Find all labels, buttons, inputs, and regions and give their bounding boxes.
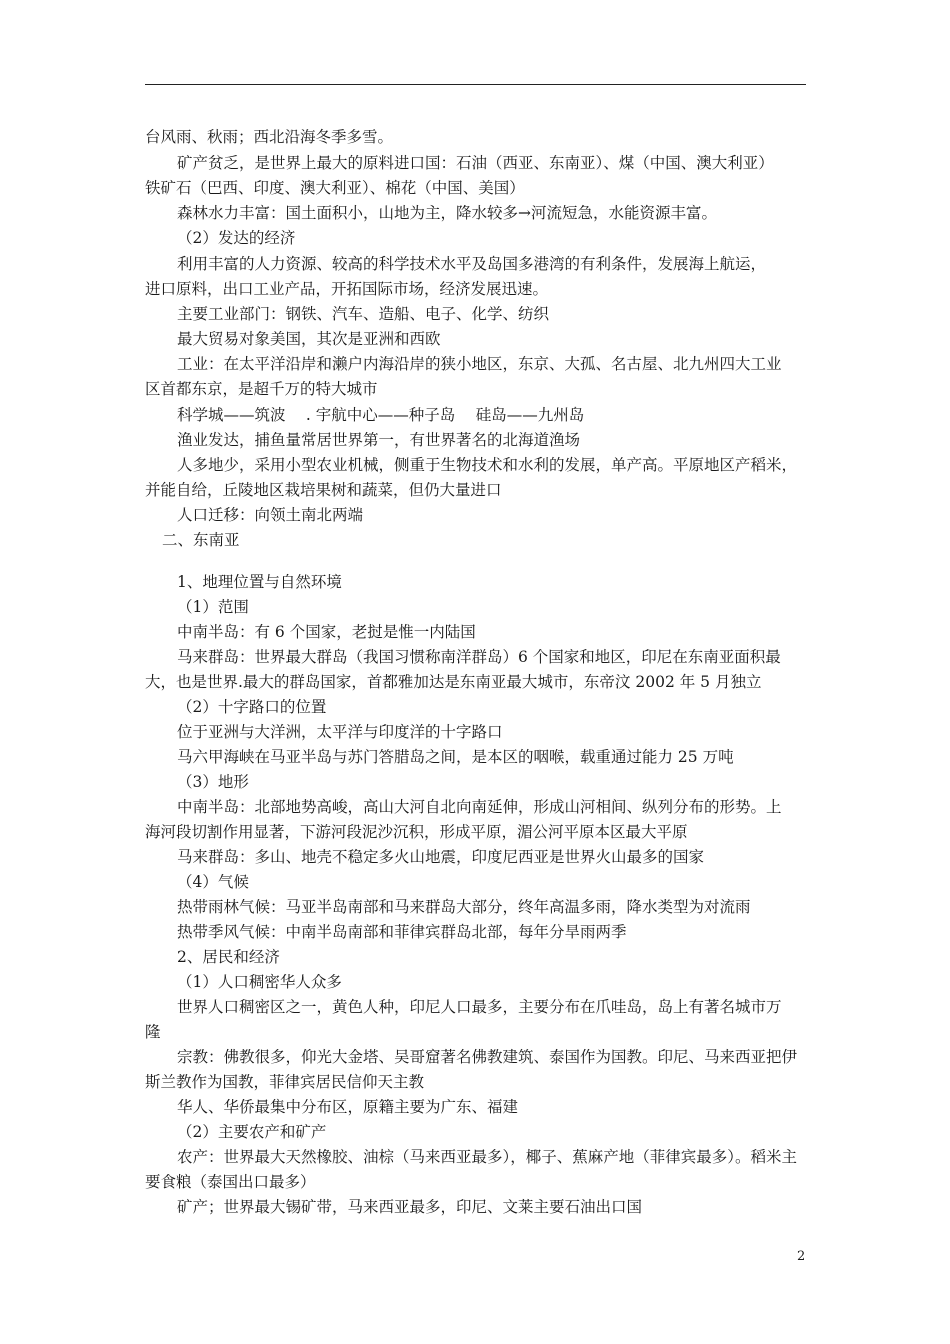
text-line: 海河段切割作用显著，下游河段泥沙沉积，形成平原，湄公河平原本区最大平原	[145, 823, 688, 841]
section-heading: （2）主要农产和矿产	[177, 1123, 327, 1141]
text-line: 宗教：佛教很多，仰光大金塔、吴哥窟著名佛教建筑、泰国作为国教。印尼、马来西亚把伊	[177, 1048, 798, 1066]
section-heading: 1、地理位置与自然环境	[177, 573, 342, 591]
section-heading: （1）人口稠密华人众多	[177, 973, 342, 991]
section-heading: 二、东南亚	[162, 531, 240, 549]
text-line: 主要工业部门：钢铁、汽车、造船、电子、化学、纺织	[177, 305, 550, 323]
page-number: 2	[797, 1249, 806, 1264]
text-line: 铁矿石（巴西、印度、澳大利亚）、棉花（中国、美国）	[145, 179, 525, 197]
text-line: 人口迁移：向领土南北两端	[177, 506, 364, 524]
text-line: 华人、华侨最集中分布区，原籍主要为广东、福建	[177, 1098, 519, 1116]
section-heading: （2）十字路口的位置	[177, 698, 327, 716]
text-line: 斯兰教作为国教，菲律宾居民信仰天主教	[145, 1073, 425, 1091]
text-line: 中南半岛：有 6 个国家，老挝是惟一内陆国	[177, 623, 476, 641]
text-line: 马来群岛：多山、地壳不稳定多火山地震，印度尼西亚是世界火山最多的国家	[177, 848, 705, 866]
text-line: 位于亚洲与大洋洲，太平洋与印度洋的十字路口	[177, 723, 503, 741]
section-heading: 2、居民和经济	[177, 948, 280, 966]
text-line: 矿产贫乏，是世界上最大的原料进口国：石油（西亚、东南亚）、煤（中国、澳大利亚）	[177, 154, 774, 172]
text-line: 世界人口稠密区之一，黄色人种，印尼人口最多，主要分布在爪哇岛，岛上有著名城市万	[177, 998, 782, 1016]
text-line: 森林水力丰富：国土面积小，山地为主，降水较多→河流短急，水能资源丰富。	[177, 204, 717, 222]
section-heading: （2）发达的经济	[177, 229, 296, 247]
text-line: 中南半岛：北部地势高峻，高山大河自北向南延伸，形成山河相间、纵列分布的形势。上	[177, 798, 782, 816]
text-line: 并能自给，丘陵地区栽培果树和蔬菜，但仍大量进口	[145, 481, 502, 499]
header-rule	[145, 84, 806, 85]
text-line: 热带雨林气候：马亚半岛南部和马来群岛大部分，终年高温多雨，降水类型为对流雨	[177, 898, 751, 916]
text-line: 要食粮（泰国出口最多）	[145, 1173, 316, 1191]
text-line: 区首都东京，是超千万的特大城市	[145, 380, 378, 398]
text-line: 农产：世界最大天然橡胶、油棕（马来西亚最多），椰子、蕉麻产地（菲律宾最多）。稻米主	[177, 1148, 798, 1166]
text-line: 大，也是世界.最大的群岛国家，首都雅加达是东南亚最大城市，东帝汶 2002 年 5 月独立	[145, 673, 762, 691]
text-line: 工业：在太平洋沿岸和濑户内海沿岸的狭小地区，东京、大孤、名古屋、北九州四大工业	[177, 355, 782, 373]
section-heading: （3）地形	[177, 773, 249, 791]
text-line: 隆	[145, 1023, 161, 1041]
text-line: 矿产；世界最大锡矿带，马来西亚最多，印尼、文莱主要石油出口国	[177, 1198, 643, 1216]
text-line: 进口原料，出口工业产品，开拓国际市场，经济发展迅速。	[145, 280, 549, 298]
text-line: 台风雨、秋雨；西北沿海冬季多雪。	[145, 128, 394, 146]
text-line: 马来群岛：世界最大群岛（我国习惯称南洋群岛）6 个国家和地区，印尼在东南亚面积最	[177, 648, 781, 666]
text-line: 热带季风气候：中南半岛南部和菲律宾群岛北部，每年分旱雨两季	[177, 923, 627, 941]
text-line: 渔业发达，捕鱼量常居世界第一，有世界著名的北海道渔场	[177, 431, 581, 449]
section-heading: （1）范围	[177, 598, 249, 616]
text-line: 利用丰富的人力资源、较高的科学技术水平及岛国多港湾的有利条件，发展海上航运，	[177, 255, 767, 273]
text-line: 科学城——筑波 . 宇航中心——种子岛 硅岛——九州岛	[177, 406, 585, 424]
text-line: 人多地少，采用小型农业机械，侧重于生物技术和水利的发展，单产高。平原地区产稻米，	[177, 456, 798, 474]
text-line: 马六甲海峡在马亚半岛与苏门答腊岛之间，是本区的咽喉，载重通过能力 25 万吨	[177, 748, 734, 766]
section-heading: （4）气候	[177, 873, 249, 891]
text-line: 最大贸易对象美国，其次是亚洲和西欧	[177, 330, 441, 348]
